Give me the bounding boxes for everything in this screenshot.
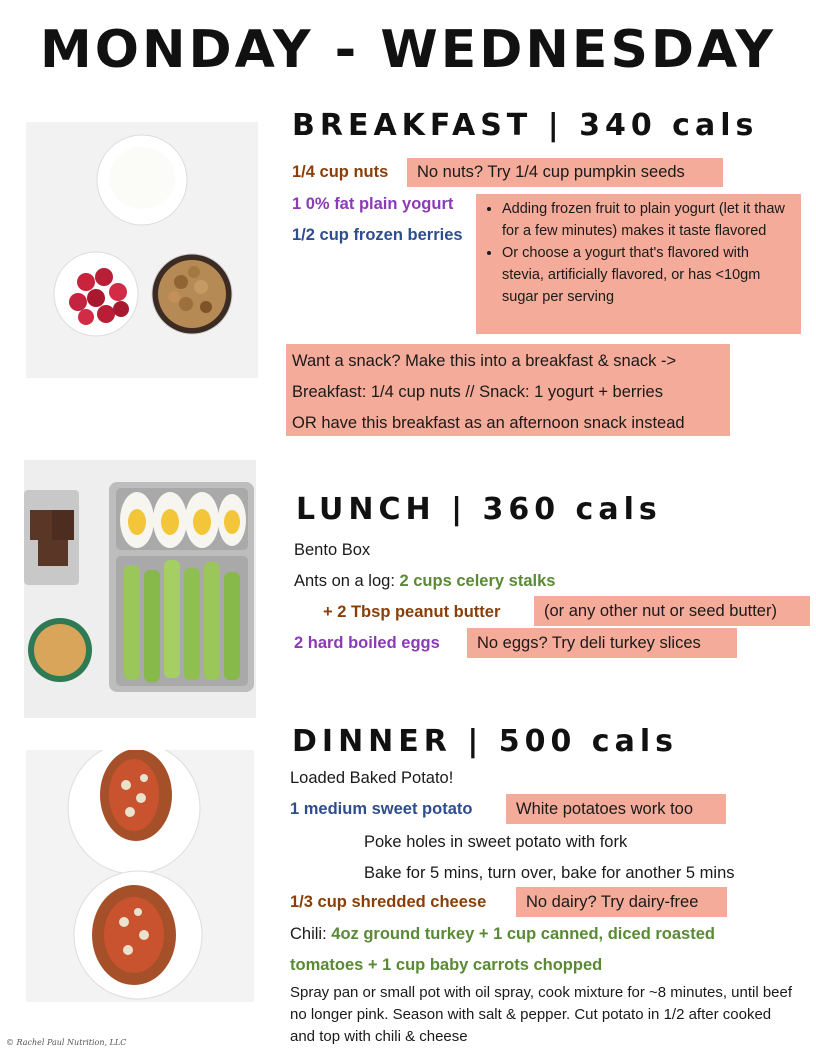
dinner-heading: DINNER | 500 cals	[292, 724, 678, 759]
breakfast-heading: BREAKFAST | 340 cals	[292, 108, 759, 143]
snack-line: Breakfast: 1/4 cup nuts // Snack: 1 yogurt + berries	[292, 383, 663, 401]
chili-prefix: Chili:	[290, 925, 332, 943]
chili-ingredients-a: 4oz ground turkey + 1 cup canned, diced roasted	[331, 925, 715, 943]
lunch-heading: LUNCH | 360 cals	[296, 492, 662, 527]
breakfast-item-nuts: 1/4 cup nuts	[292, 163, 389, 181]
dinner-cheese-note: No dairy? Try dairy-free	[516, 887, 727, 917]
lunch-eggs: 2 hard boiled eggs	[294, 634, 440, 652]
dinner-chili-line1	[290, 925, 715, 944]
lunch-ants-on-a-log	[294, 572, 555, 591]
dinner-step-bake: Bake for 5 mins, turn over, bake for another 5 mins	[364, 864, 735, 882]
breakfast-nuts-note: No nuts? Try 1/4 cup pumpkin seeds	[407, 158, 723, 187]
lunch-bento-box: Bento Box	[294, 541, 371, 559]
lunch-photo	[24, 460, 256, 718]
lunch-eggs-note: No eggs? Try deli turkey slices	[467, 628, 737, 658]
tip-item: • Or choose a yogurt that's flavored with stevia, artificially flavored, or has <10gm sugar per serving	[502, 242, 793, 308]
dinner-potato-note: White potatoes work too	[506, 794, 726, 824]
dinner-sweet-potato: 1 medium sweet potato	[290, 800, 473, 818]
page-title: MONDAY - WEDNESDAY	[40, 20, 776, 80]
copyright-footer: © Rachel Paul Nutrition, LLC	[6, 1038, 127, 1047]
snack-line: OR have this breakfast as an afternoon snack instead	[292, 414, 685, 432]
dinner-step-poke: Poke holes in sweet potato with fork	[364, 833, 628, 851]
breakfast-photo	[26, 122, 258, 378]
breakfast-item-yogurt: 1 0% fat plain yogurt	[292, 195, 454, 213]
ants-prefix: Ants on a log:	[294, 572, 400, 590]
lunch-peanut-butter: + 2 Tbsp peanut butter	[323, 603, 501, 621]
dinner-photo	[26, 750, 254, 1002]
dinner-chili-line2: tomatoes + 1 cup baby carrots chopped	[290, 956, 603, 974]
breakfast-yogurt-tips	[476, 194, 801, 334]
dinner-instructions: Spray pan or small pot with oil spray, cook mixture for ~8 minutes, until beef no longer pink. Season with salt & pepper. Cut potato in 1/2 after cooked and top with chili & cheese	[290, 984, 793, 1045]
breakfast-item-berries: 1/2 cup frozen berries	[292, 226, 463, 244]
breakfast-snack-note	[286, 344, 730, 436]
lunch-illustration	[24, 460, 256, 718]
dinner-loaded-baked-potato: Loaded Baked Potato!	[290, 769, 454, 787]
snack-line: Want a snack? Make this into a breakfast & snack ->	[292, 352, 677, 370]
ants-celery: 2 cups celery stalks	[399, 572, 556, 590]
lunch-peanut-note: (or any other nut or seed butter)	[534, 596, 810, 626]
tip-item: • Adding frozen fruit to plain yogurt (let it thaw for a few minutes) makes it taste flavored	[502, 198, 793, 242]
breakfast-illustration	[26, 122, 258, 378]
dinner-illustration	[26, 750, 254, 1002]
dinner-cheese: 1/3 cup shredded cheese	[290, 893, 487, 911]
